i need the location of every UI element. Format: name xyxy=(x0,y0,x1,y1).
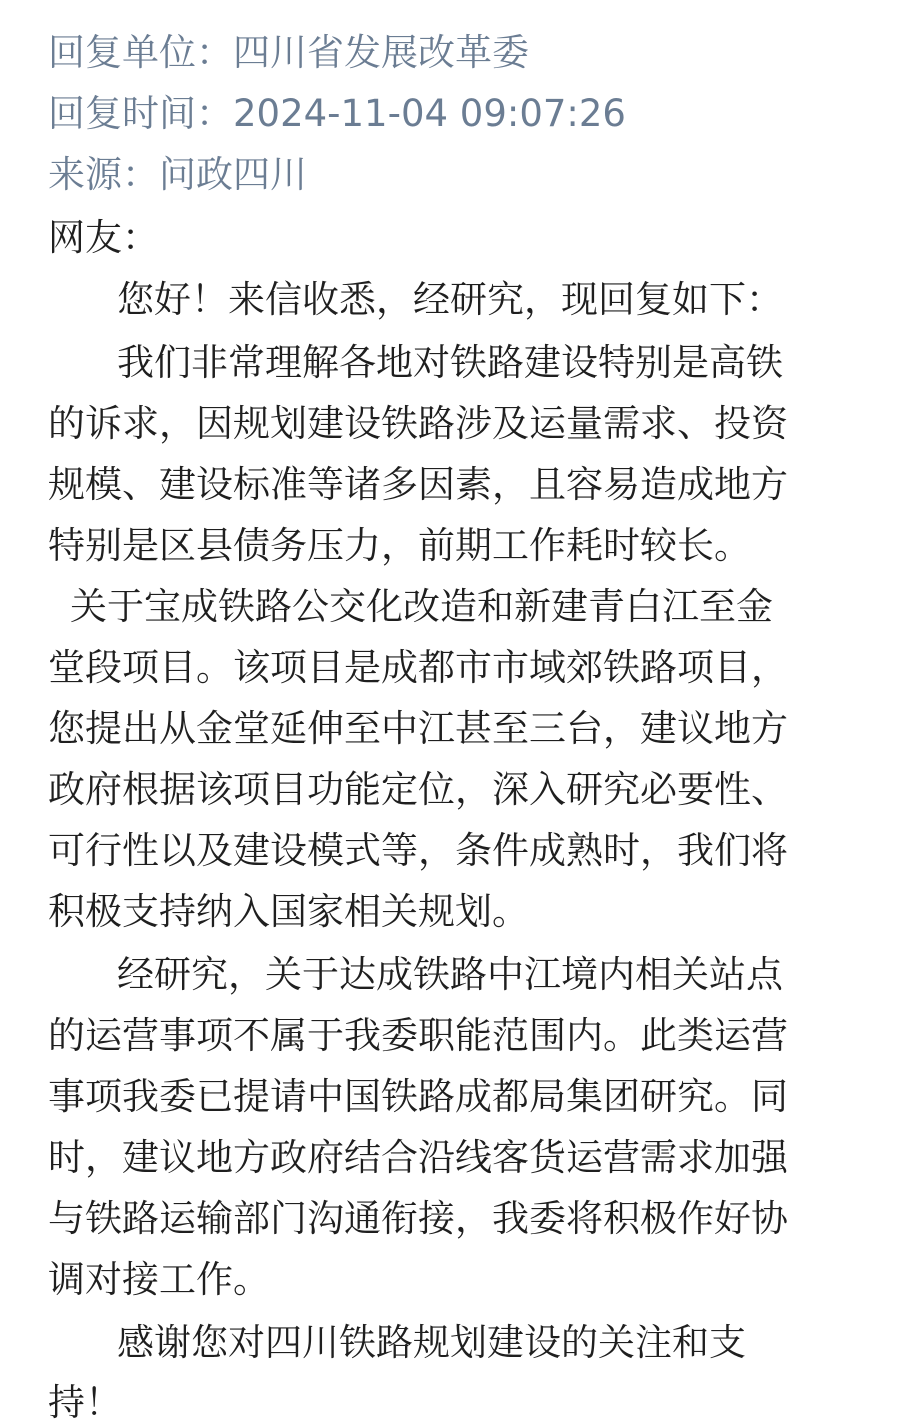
reply-time: 回复时间：2024-11-04 09:07:26 xyxy=(48,92,626,135)
text-line: 特别是区县债务压力，前期工作耗时较长。 xyxy=(48,524,751,567)
text-line: 的诉求，因规划建设铁路涉及运量需求、投资 xyxy=(48,402,788,445)
text-line: 可行性以及建设模式等，条件成熟时，我们将 xyxy=(48,829,788,872)
text-line: 政府根据该项目功能定位，深入研究必要性、 xyxy=(48,768,788,811)
text-line: 您好！来信收悉，经研究，现回复如下： xyxy=(117,278,783,321)
text-line: 持！ xyxy=(48,1381,122,1424)
text-line: 规模、建设标准等诸多因素，且容易造成地方 xyxy=(48,463,788,506)
text-line: 调对接工作。 xyxy=(48,1258,270,1301)
text-line: 事项我委已提请中国铁路成都局集团研究。同 xyxy=(48,1075,788,1118)
text-line: 我们非常理解各地对铁路建设特别是高铁 xyxy=(117,341,783,384)
reply-source: 来源：问政四川 xyxy=(48,153,307,196)
text-line: 的运营事项不属于我委职能范围内。此类运营 xyxy=(48,1014,788,1057)
text-line: 堂段项目。该项目是成都市市域郊铁路项目， xyxy=(48,646,788,689)
text-line: 与铁路运输部门沟通衔接，我委将积极作好协 xyxy=(48,1197,788,1240)
reply-unit: 回复单位：四川省发展改革委 xyxy=(48,31,529,74)
salutation: 网友： xyxy=(48,216,159,259)
text-line: 关于宝成铁路公交化改造和新建青白江至金 xyxy=(70,585,773,628)
text-line: 时，建议地方政府结合沿线客货运营需求加强 xyxy=(48,1136,788,1179)
text-line: 感谢您对四川铁路规划建设的关注和支 xyxy=(117,1321,746,1364)
text-line: 积极支持纳入国家相关规划。 xyxy=(48,890,529,933)
text-line: 经研究，关于达成铁路中江境内相关站点 xyxy=(117,953,783,996)
text-line: 您提出从金堂延伸至中江甚至三台，建议地方 xyxy=(48,707,788,750)
